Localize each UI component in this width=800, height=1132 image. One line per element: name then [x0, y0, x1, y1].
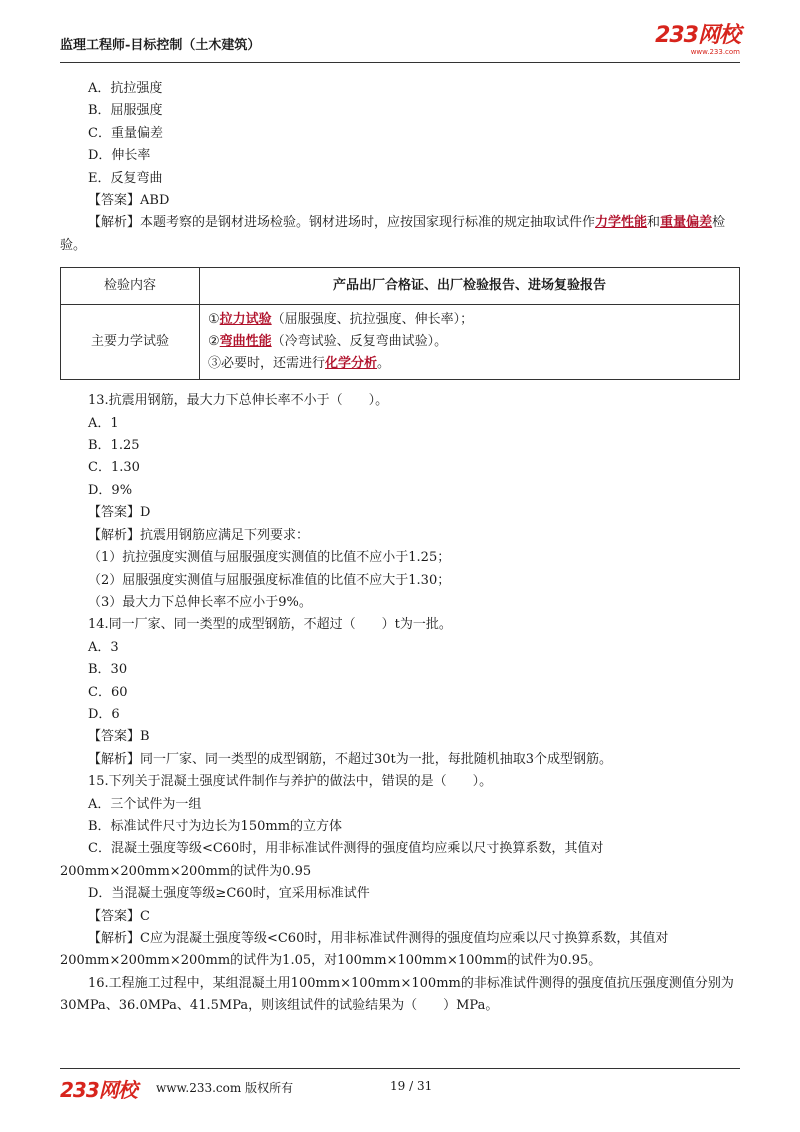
answer-value: C: [140, 908, 150, 924]
item-text: 。: [377, 356, 391, 372]
document-title: 监理工程师-目标控制（土木建筑）: [60, 38, 261, 53]
table-row: [61, 305, 740, 380]
answer-label: 【答案】: [88, 729, 141, 745]
analysis-text-mid: 和: [647, 215, 661, 231]
analysis-text: 同一厂家、同一类型的成型钢筋，不超过30t为一批，每批随机抽取3个成型钢筋。: [140, 751, 613, 767]
table-row-label: 主要力学试验: [61, 305, 200, 380]
answer-value: B: [140, 729, 150, 745]
q14-analysis: [60, 749, 740, 771]
analysis-label: 【解析】: [88, 931, 141, 946]
keyword-chemical-analysis: 化学分析: [325, 356, 378, 372]
q12-option-b: B．屈服强度: [88, 103, 163, 119]
footer-logo: 233网校: [60, 1078, 137, 1102]
page-footer: [60, 1074, 740, 1102]
q15-stem: 15.下列关于混凝土强度试件制作与养护的做法中，错误的是（ ）。: [88, 774, 493, 790]
analysis-text: 抗震用钢筋应满足下列要求：: [140, 527, 310, 543]
item-prefix: ③必要时，还需进行: [208, 356, 326, 372]
analysis-text-end: 检验。: [60, 215, 726, 253]
keyword-tensile-test: 拉力试验: [219, 312, 272, 328]
q13-point-1: （1）抗拉强度实测值与屈服强度实测值的比值不应小于1.25；: [88, 550, 451, 566]
q14-option-a: A．3: [88, 639, 119, 655]
analysis-text: 本题考察的是钢材进场检验。钢材进场时，应按国家现行标准的规定抽取试件作: [140, 215, 596, 231]
q14-option-c: C．60: [88, 684, 128, 700]
analysis-label: 【解析】: [88, 751, 141, 767]
q13-option-b: B．1.25: [88, 438, 140, 454]
q13-analysis: [60, 525, 740, 547]
q13-option-c: C．1.30: [88, 460, 140, 476]
answer-value: ABD: [140, 193, 170, 209]
inspection-table: [60, 267, 740, 380]
keyword-weight-deviation: 重量偏差: [660, 215, 713, 231]
answer-label: 【答案】: [88, 908, 141, 924]
q12-option-d: D．伸长率: [88, 148, 151, 164]
q15-analysis: [60, 928, 740, 973]
q12-answer: [60, 190, 740, 212]
q14-answer: [60, 726, 740, 748]
q13-option-a: A．1: [88, 415, 119, 431]
item-prefix: ②: [208, 334, 220, 350]
table-header-row: [61, 268, 740, 305]
q16-stem: 16.工程施工过程中，某组混凝土用100mm×100mm×100mm的非标准试件测得的强度值抗压强度测值分别为30MPa、36.0MPa、41.5MPa，则该组试件的试验结果为（ ）MPa。: [60, 975, 734, 1014]
answer-label: 【答案】: [88, 193, 141, 209]
logo-url: www.233.com: [690, 48, 740, 56]
page-number: 19 / 31: [390, 1079, 433, 1093]
q13-point-2: （2）屈服强度实测值与屈服强度标准值的比值不应大于1.30；: [88, 572, 451, 588]
analysis-text: C应为混凝土强度等级<C60时，用非标准试件测得的强度值均应乘以尺寸换算系数，其值对200mm×200mm×200mm的试件为1.05，对100mm×100mm×100mm的试件为0.95。: [60, 931, 669, 969]
brand-logo: [655, 24, 740, 56]
table-item: [208, 353, 731, 375]
analysis-label: 【解析】: [88, 215, 141, 231]
q12-option-e: E．反复弯曲: [88, 170, 163, 186]
q12-option-c: C．重量偏差: [88, 125, 163, 141]
table-header-reports: 产品出厂合格证、出厂检验报告、进场复验报告: [200, 268, 740, 305]
q15-option-a: A．三个试件为一组: [88, 796, 202, 812]
page-content: [60, 78, 740, 1018]
q14-option-b: B．30: [88, 662, 128, 678]
footer-divider: [60, 1068, 740, 1069]
item-text: （冷弯试验、反复弯曲试验）。: [271, 334, 448, 350]
q12-option-a: A．抗拉强度: [88, 81, 163, 96]
q13-answer: [60, 502, 740, 524]
table-item: [208, 331, 731, 353]
q14-option-d: D．6: [88, 706, 120, 722]
q13-option-d: D．9%: [88, 482, 133, 498]
keyword-bending: 弯曲性能: [219, 334, 272, 350]
item-prefix: ①: [208, 312, 220, 328]
answer-value: D: [140, 505, 151, 521]
logo-text: 233网校: [655, 23, 740, 48]
q14-stem: 14.同一厂家、同一类型的成型钢筋，不超过（ ）t为一批。: [88, 617, 452, 633]
table-row-items: [200, 305, 740, 380]
footer-copyright: www.233.com 版权所有: [156, 1081, 294, 1095]
q15-answer: [60, 906, 740, 928]
q13-point-3: （3）最大力下总伸长率不应小于9%。: [88, 594, 312, 610]
analysis-label: 【解析】: [88, 527, 141, 543]
table-item: [208, 309, 731, 331]
q15-option-b: B．标准试件尺寸为边长为150mm的立方体: [88, 818, 343, 834]
page-header: [60, 24, 740, 60]
item-text: （屈服强度、抗拉强度、伸长率）；: [271, 312, 474, 328]
q15-option-d: D．当混凝土强度等级≥C60时，宜采用标准试件: [88, 886, 370, 902]
q12-analysis: [60, 212, 740, 257]
keyword-mechanical-properties: 力学性能: [595, 215, 648, 231]
q13-stem: 13.抗震用钢筋，最大力下总伸长率不小于（ ）。: [88, 393, 389, 409]
answer-label: 【答案】: [88, 505, 141, 521]
table-header-content: 检验内容: [61, 268, 200, 305]
q15-option-c: C．混凝土强度等级<C60时，用非标准试件测得的强度值均应乘以尺寸换算系数，其值对200mm×200mm×200mm的试件为0.95: [60, 841, 604, 879]
header-divider: [60, 62, 740, 63]
